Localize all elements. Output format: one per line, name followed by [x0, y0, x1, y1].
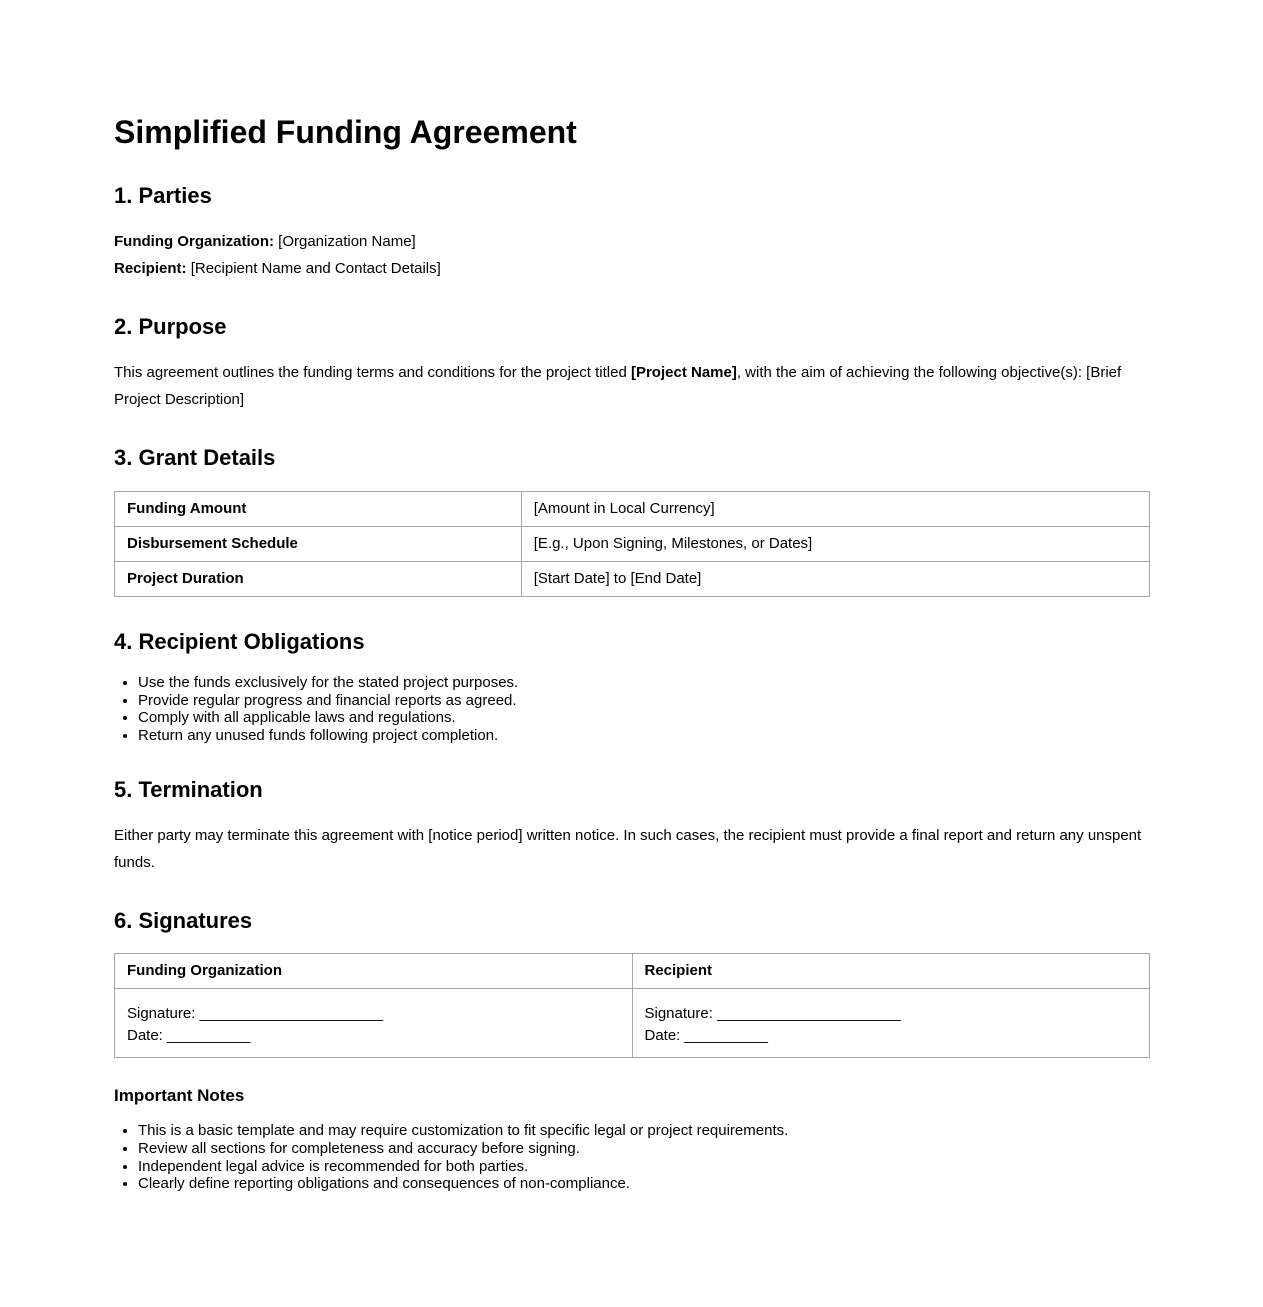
- date-label: Date:: [127, 1027, 163, 1045]
- notes-heading: Important Notes: [114, 1085, 245, 1105]
- table-row: [115, 526, 1150, 561]
- grant-row-value: [Start Date] to [End Date]: [521, 561, 1149, 596]
- section-heading-signatures: 6. Signatures: [114, 908, 253, 934]
- table-row: [115, 561, 1150, 596]
- signatures-col-funding-org: Funding Organization: [115, 954, 633, 989]
- list-item: • Review all sections for completeness and accuracy before signing.: [138, 1140, 1150, 1158]
- signatures-table: [114, 953, 1150, 1058]
- section-heading-parties: 1. Parties: [114, 182, 212, 208]
- grant-row-label: Project Duration: [115, 561, 522, 596]
- notes-list: [114, 1122, 1150, 1193]
- section-heading-purpose: 2. Purpose: [114, 314, 227, 340]
- grant-row-value: [Amount in Local Currency]: [521, 491, 1149, 526]
- grant-row-label: Disbursement Schedule: [115, 526, 522, 561]
- date-label: Date:: [644, 1027, 681, 1045]
- list-item: • Clearly define reporting obligations and consequences of non-compliance.: [138, 1175, 1150, 1193]
- list-item: • Return any unused funds following project completion.: [138, 727, 1150, 745]
- signature-line: ______________________: [199, 1005, 384, 1023]
- signature-label: Signature:: [644, 1005, 713, 1023]
- funding-org-signature-cell: [115, 989, 633, 1058]
- signature-line: ______________________: [717, 1005, 901, 1023]
- purpose-text-before: This agreement outlines the funding terms and conditions for the project titled: [114, 364, 631, 382]
- recipient-label: Recipient:: [114, 260, 187, 278]
- list-item: • This is a basic template and may require customization to fit specific legal or project requirements.: [138, 1122, 1150, 1140]
- grant-details-table: [114, 491, 1150, 597]
- parties-paragraph: [114, 228, 1150, 282]
- list-item: • Use the funds exclusively for the stated project purposes.: [138, 674, 1150, 692]
- list-item: • Independent legal advice is recommended for both parties.: [138, 1158, 1150, 1176]
- grant-row-label: Funding Amount: [115, 491, 522, 526]
- funding-org-value: [Organization Name]: [278, 233, 416, 251]
- table-row: [115, 989, 1150, 1058]
- signatures-col-recipient: Recipient: [632, 954, 1150, 989]
- document-title: Simplified Funding Agreement: [114, 114, 577, 150]
- list-item: • Comply with all applicable laws and regulations.: [138, 709, 1150, 727]
- obligations-list: [114, 674, 1150, 745]
- table-row: [115, 954, 1150, 989]
- purpose-text-after: , with the aim of achieving the following objective(s): [Brief Project Description]: [114, 364, 1122, 409]
- table-row: [115, 491, 1150, 526]
- list-item: • Provide regular progress and financial reports as agreed.: [138, 692, 1150, 710]
- termination-paragraph: Either party may terminate this agreement with [notice period] written notice. In such cases, the recipient must provide a final report and return any unspent funds.: [114, 827, 1142, 872]
- section-heading-recipient-obligations: 4. Recipient Obligations: [114, 628, 365, 654]
- funding-org-label: Funding Organization:: [114, 233, 274, 251]
- section-heading-termination: 5. Termination: [114, 776, 263, 802]
- signature-label: Signature:: [127, 1005, 196, 1023]
- section-heading-grant-details: 3. Grant Details: [114, 445, 276, 471]
- purpose-project-name: [Project Name]: [630, 364, 737, 382]
- purpose-paragraph: [114, 359, 1150, 413]
- date-line: __________: [167, 1027, 251, 1045]
- grant-row-value: [E.g., Upon Signing, Milestones, or Dates]: [521, 526, 1149, 561]
- date-line: __________: [684, 1027, 768, 1045]
- recipient-signature-cell: [632, 989, 1150, 1058]
- recipient-value: [Recipient Name and Contact Details]: [190, 260, 441, 278]
